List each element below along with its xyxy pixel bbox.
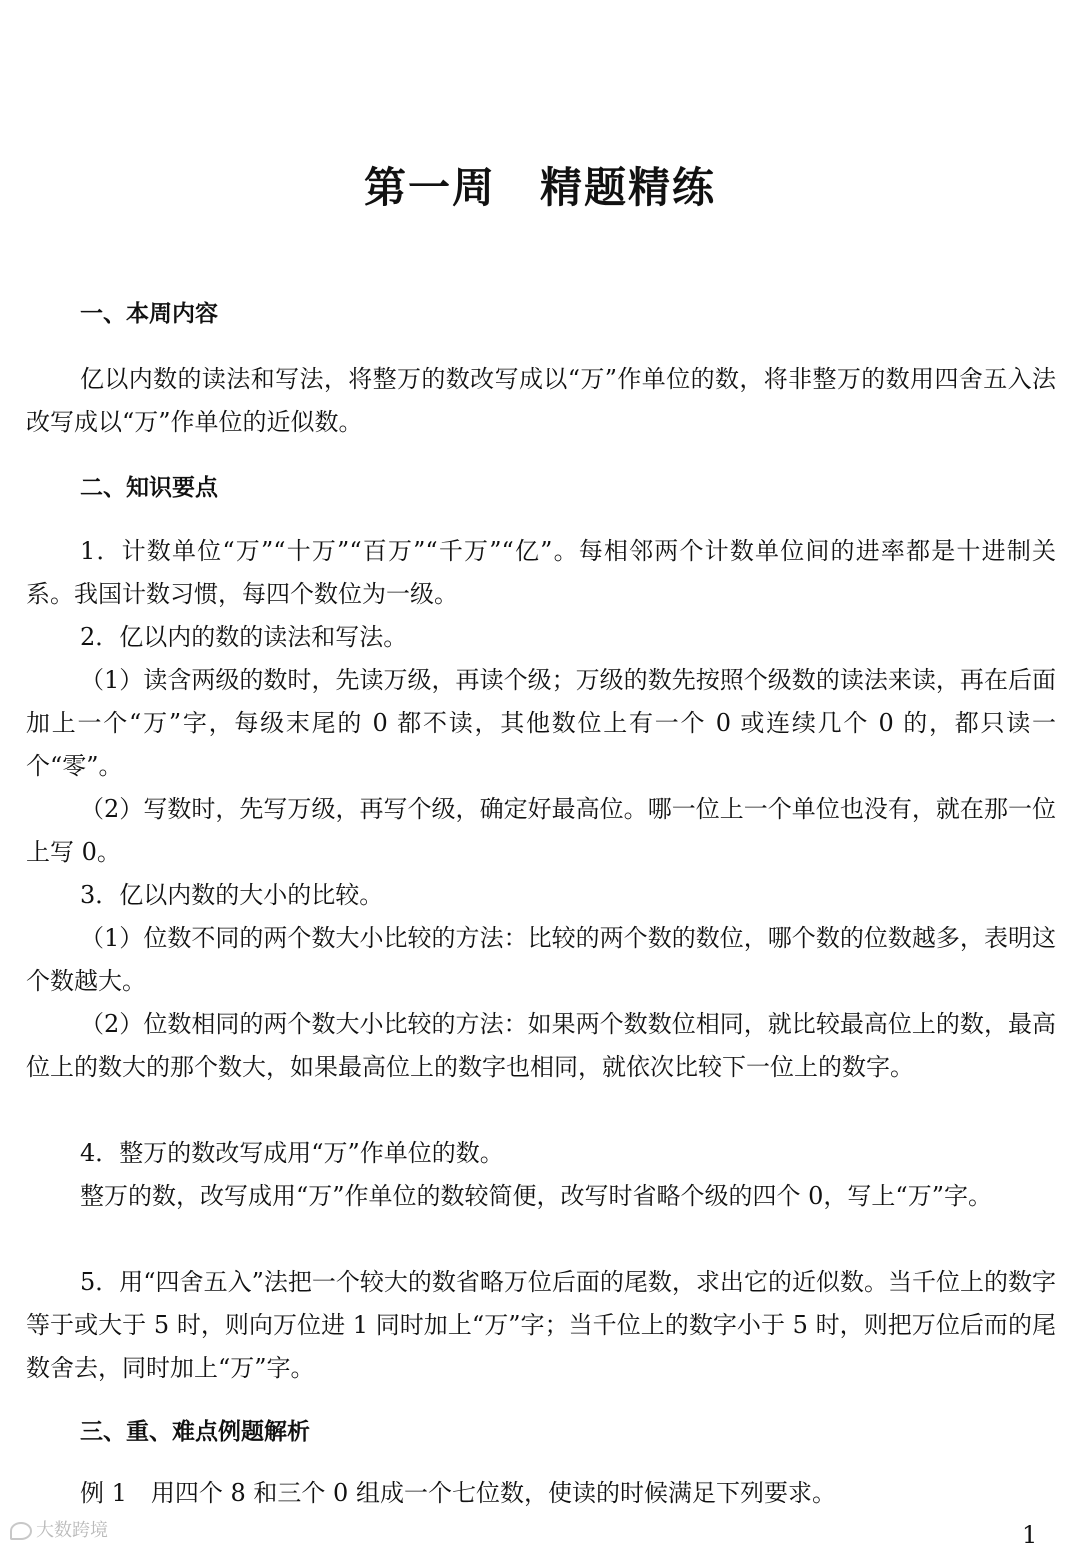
paragraph-point-3-2: （2）位数相同的两个数大小比较的方法：如果两个数数位相同，就比较最高位上的数，最高位上的数大的那个数大，如果最高位上的数字也相同，就依次比较下一位上的数字。 [26,1010,1056,1081]
paragraph-content-summary: 亿以内数的读法和写法，将整万的数改写成以“万”作单位的数，将非整万的数用四舍五入法改写成以“万”作单位的近似数。 [26,365,1056,436]
paragraph-point-4: 4．整万的数改写成用“万”作单位的数。 [80,1139,504,1167]
paragraph-point-2-2: （2）写数时，先写万级，再写个级，确定好最高位。哪一位上一个单位也没有，就在那一位上写 0。 [26,795,1056,866]
watermark-logo-icon [10,1522,32,1540]
paragraph-point-2-1: （1）读含两级的数时，先读万级，再读个级；万级的数先按照个级数的读法来读，再在后面加上一个“万”字，每级末尾的 0 都不读，其他数位上有一个 0 或连续几个 0 的，都只读一个“零”。 [26,666,1056,780]
paragraph-point-2: 2．亿以内的数的读法和写法。 [80,623,408,651]
page-number: 1 [1022,1521,1038,1549]
section-heading-examples: 三、重、难点例题解析 [80,1419,310,1445]
paragraph-point-1: 1．计数单位“万”“十万”“百万”“千万”“亿”。每相邻两个计数单位间的进率都是十进制关系。我国计数习惯，每四个数位为一级。 [26,537,1056,608]
paragraph-point-3: 3．亿以内数的大小的比较。 [80,881,384,909]
section-heading-key-points: 二、知识要点 [80,475,218,501]
watermark [10,1518,108,1544]
paragraph-point-3-1: （1）位数不同的两个数大小比较的方法：比较的两个数的数位，哪个数的位数越多，表明这个数越大。 [26,924,1056,995]
paragraph-example-1: 例 1 用四个 8 和三个 0 组成一个七位数，使读的时候满足下列要求。 [80,1479,836,1507]
watermark-text: 大数跨境 [36,1520,108,1541]
section-heading-content: 一、本周内容 [80,301,218,327]
paragraph-point-4-detail: 整万的数，改写成用“万”作单位的数较简便，改写时省略个级的四个 0，写上“万”字。 [80,1182,992,1210]
page-title: 第一周 精题精练 [363,163,716,212]
paragraph-point-5: 5．用“四舍五入”法把一个较大的数省略万位后面的尾数，求出它的近似数。当千位上的数字等于或大于 5 时，则向万位进 1 同时加上“万”字；当千位上的数字小于 5 时，则把万位后而的尾数舍去，同时加上“万”字。 [26,1268,1056,1382]
